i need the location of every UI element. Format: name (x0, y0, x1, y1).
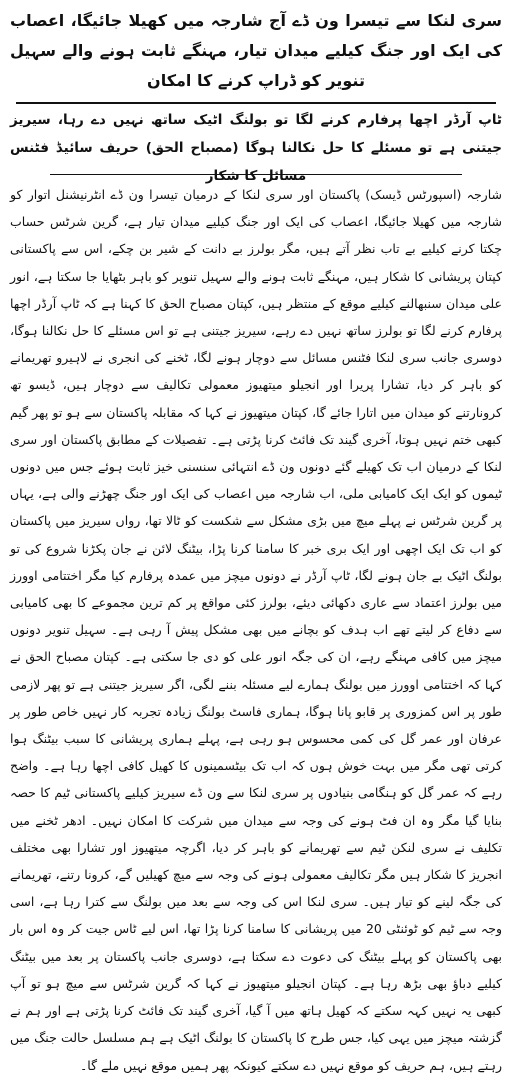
article-body: شارجہ (اسپورٹس ڈیسک) پاکستان اور سری لنکا کے درمیان تیسرا ون ڈے انٹرنیشنل اتوار کو شارجہ میں کھیلا جائیگا، اعصاب کی ایک اور جنگ کیلیے میدان تیار ہے، گرین شرٹس حساب چکتا کرنے کیلیے بے تاب نظر آتے ہیں، مگر بولرز بے دانت کے شیر بن چکے، اس سے پاکستانی کپتان پریشانی کا شکار ہیں، مہنگے ثابت ہونے والے سہیل تنویر کو باہر بٹھایا جا سکتا ہے، انور علی میدان سنبھالنے کیلیے موقع کے منتظر ہیں، کپتان مصباح الحق کا کہنا ہے کہ ٹاپ آرڈر اچھا پرفارم کرنے لگا تو بولرز ساتھ نہیں دے رہے، سیریز جیتنی ہے تو اس مسئلے کا حل نکالنا ہوگا، دوسری جانب سری لنکا فٹنس مسائل سے دوچار ہونے لگا، ٹخنے کی انجری نے لاہیرو تھریمانے کو باہر کر دیا، تشارا پریرا اور انجیلو میتھیوز معمولی تکالیف سے دوچار ہیں، ڈیسو تھ کرونارتنے کو میدان میں اتارا جائے گا، کپتان میتھیوز نے کہا کہ مقابلہ پاکستان سے ہو تو پھر گیم کبھی ختم نہیں ہوتا، آخری گیند تک فائٹ کرنا پڑتی ہے۔ تفصیلات کے مطابق پاکستان اور سری لنکا کے درمیان اب تک کھیلے گئے دونوں ون ڈے انتہائی سنسنی خیز ثابت ہوئے جس میں دونوں ٹیموں کو ایک ایک کامیابی ملی، اب شارجہ میں اعصاب کی ایک اور جنگ چھڑنے والی ہے، یہاں پر گرین شرٹس نے پہلے میچ میں بڑی مشکل سے شکست کو ٹالا تھا، رواں سیریز میں پاکستان کو اب تک ایک اچھی اور ایک بری خبر کا سامنا کرنا پڑا، بیٹنگ لائن نے جان پکڑنا شروع کی تو بولنگ اٹیک بے جان ہونے لگا، ٹاپ آرڈر نے دونوں میچز میں عمدہ پرفارم کیا مگر اختتامی اوورز میں بولرز اعتماد سے عاری دکھائی دیئے، بولرز کئی مواقع پر کم ترین مجموعے کا بھی کامیابی سے دفاع کر لیتے تھے اب ہدف کو بچانے میں بھی مشکل پیش آ رہی ہے۔ سہیل تنویر دونوں میچز میں کافی مہنگے رہے، ان کی جگہ انور علی کو دی جا سکتی ہے۔ کپتان مصباح الحق نے کہا کہ اختتامی اوورز میں بولنگ ہمارے لیے مسئلہ بننے لگی، اگر سیریز جیتنی ہے تو پھر لازمی طور پر اس کمزوری پر قابو پانا ہوگا، ہماری فاسٹ بولنگ زیادہ تجربہ کار نہیں خاص طور پر عرفان اور عمر گل کی کمی محسوس ہو رہی ہے، پہلے ہماری پریشانی کا سبب بیٹنگ ہوا کرتی تھی مگر میں بہت خوش ہوں کہ اب تک بیٹسمینوں کا کھیل کافی اچھا رہا ہے۔ واضح رہے کہ عمر گل کو ہنگامی بنیادوں پر سری لنکا سے ون ڈے سیریز کیلیے پاکستانی ٹیم کا حصہ بنایا گیا مگر وہ ان فٹ ہونے کی وجہ سے میدان میں شرکت کا امکان نہیں۔ ادھر ٹخنے میں تکلیف نے سری لنکن ٹیم سے تھریمانے کو باہر کر دیا، اگرچہ میتھیوز اور تشارا بھی مختلف انجریز کا شکار ہیں مگر تکالیف معمولی ہونے کی وجہ سے میچ کھیلیں گے، کرونا رتنے، تھریمانے کی جگہ لینے کو تیار ہیں۔ سری لنکا اس کی وجہ سے بعد میں بولنگ سے کترا رہا ہے، اسی وجہ سے ٹیم کو ٹوئنٹی 20 میں پریشانی کا سامنا کرنا پڑا تھا، اس لیے ٹاس جیت کر وہ اس بار بھی پاکستان کو پہلے بیٹنگ کی دعوت دے سکتا ہے، دوسری جانب پاکستان پر بعد میں بیٹنگ کیلیے دباؤ بھی بڑھ رہا ہے۔ کپتان انجیلو میتھیوز نے کہا کہ گرین شرٹس سے میچ ہو تو آپ کبھی یہ نہیں کہہ سکتے کہ کھیل ہاتھ میں آ گیا، آخری گیند تک فائٹ کرنا پڑتی ہے اور ہم نے گزشتہ میچز میں یہی کیا، جس طرح کا پاکستان کا بولنگ اٹیک ہے ہم مسلسل حالت جنگ میں رہتے ہیں، ہم حریف کو موقع نہیں دے سکتے کیونکہ پھر ہمیں موقع نہیں ملے گا۔ (10, 187, 503, 1073)
article-subheadline: ٹاپ آرڈر اچھا پرفارم کرنے لگا تو بولنگ اٹیک ساتھ نہیں دے رہا، سیریز جیتنی ہے تو مسئلے کا حل نکالنا ہوگا (مصباح الحق) حریف سائیڈ فٹنس مسائل کا شکار (10, 112, 502, 184)
headline-divider (16, 102, 496, 104)
article-headline: سری لنکا سے تیسرا ون ڈے آج شارجہ میں کھیلا جائیگا، اعصاب کی ایک اور جنگ کیلیے میدان تیار، مہنگے ثابت ہونے والے سہیل تنویر کو ڈراپ کرنے کا امکان (10, 11, 502, 90)
